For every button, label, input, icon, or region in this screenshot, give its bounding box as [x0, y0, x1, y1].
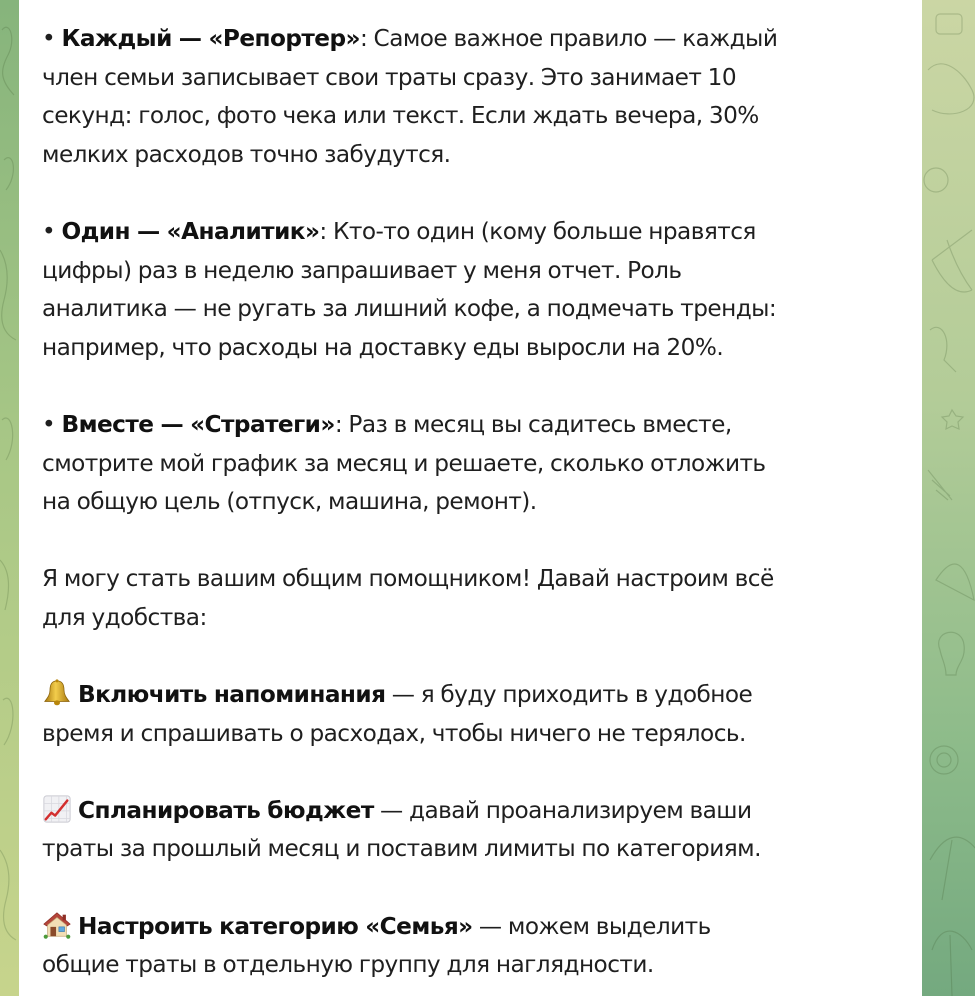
- intro-paragraph: [42, 560, 902, 637]
- bell-icon: [42, 678, 72, 708]
- role-item-analyst: [42, 213, 902, 367]
- intro-line: для удобства:: [42, 603, 207, 631]
- action-title: Спланировать бюджет: [78, 796, 374, 824]
- role-title: Каждый — «Репортер»: [61, 25, 360, 52]
- action-item-reminders: [42, 676, 902, 753]
- role-text-line: секунд: голос, фото чека или текст. Если ждать вечера, 30%: [42, 102, 759, 130]
- role-text-line: член семьи записывает свои траты сразу. Это занимает 10: [42, 63, 737, 91]
- message-text: [42, 20, 902, 985]
- action-first-line: [42, 676, 902, 715]
- role-first-line: [42, 406, 902, 445]
- action-item-budget: [42, 792, 902, 869]
- action-first-line: [42, 792, 902, 831]
- doodle-pattern-icon: [0, 0, 20, 996]
- role-text-line: цифры) раз в неделю запрашивает у меня отчет. Роль: [42, 256, 682, 284]
- role-text: : Раз в месяц вы садитесь вместе,: [334, 410, 732, 438]
- chat-wallpaper-left: [0, 0, 20, 996]
- action-title: Настроить категорию «Семья»: [78, 912, 473, 940]
- action-text: — я буду приходить в удобное: [385, 681, 753, 709]
- role-text-line: например, что расходы на доставку еды выросли на 20%.: [42, 333, 724, 361]
- role-text-line: мелких расходов точно забудутся.: [42, 140, 451, 168]
- action-item-family-category: [42, 908, 902, 985]
- bullet: •: [42, 25, 56, 52]
- role-text: : Самое важное правило — каждый: [359, 25, 778, 52]
- intro-line: Я могу стать вашим общим помощником! Давай настроим всё: [42, 565, 774, 593]
- bullet: •: [42, 217, 56, 245]
- role-first-line: [42, 213, 902, 252]
- role-text-line: на общую цель (отпуск, машина, ремонт).: [42, 488, 537, 516]
- action-title: Включить напоминания: [78, 681, 386, 709]
- action-first-line: [42, 908, 902, 947]
- role-item-reporter: [42, 20, 902, 174]
- action-text: — можем выделить: [472, 912, 711, 940]
- doodle-pattern-icon: [922, 0, 975, 996]
- house-icon: [42, 910, 72, 940]
- role-text-line: аналитика — не ругать за лишний кофе, а подмечать тренды:: [42, 295, 777, 323]
- role-title: Вместе — «Стратеги»: [61, 410, 335, 438]
- role-text-line: смотрите мой график за месяц и решаете, сколько отложить: [42, 449, 766, 477]
- chart-increasing-icon: [42, 794, 72, 824]
- action-text-line: время и спрашивать о расходах, чтобы ничего не терялось.: [42, 719, 746, 747]
- action-text-line: траты за прошлый месяц и поставим лимиты по категориям.: [42, 835, 761, 863]
- role-first-line: [42, 20, 902, 59]
- bullet: •: [42, 410, 56, 438]
- role-item-strategists: [42, 406, 902, 522]
- message-bubble: [19, 0, 922, 996]
- role-title: Один — «Аналитик»: [61, 217, 320, 245]
- action-text-line: общие траты в отдельную группу для наглядности.: [42, 951, 654, 979]
- action-text: — давай проанализируем ваши: [373, 796, 752, 824]
- chat-wallpaper-right: [922, 0, 975, 996]
- role-text: : Кто-то один (кому больше нравятся: [319, 217, 756, 245]
